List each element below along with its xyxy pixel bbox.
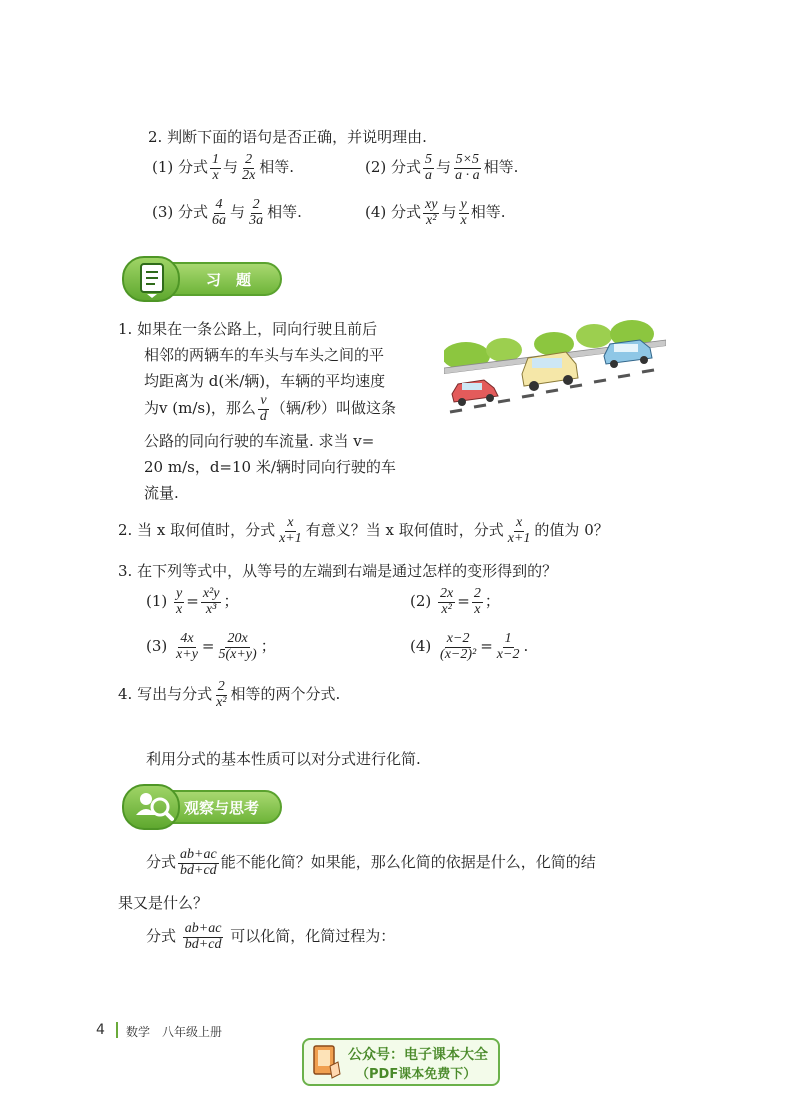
fraction: $\frac{x}{x+1}$: [279, 515, 302, 546]
ex3-header: 3. 在下列等式中，从等号的左端到右端是通过怎样的变形得到的？: [118, 562, 558, 580]
q2-item-1: (1) 分式 $\frac{1}{x}$ 与 $\frac{2}{2x}$ 相等.: [152, 152, 295, 183]
road-cars-illustration: [444, 316, 666, 428]
footer-divider: [116, 1022, 118, 1038]
fraction: $\frac{5}{a}$: [425, 152, 433, 183]
watermark-box: [302, 1038, 500, 1086]
fraction: $\frac{4x}{x+y}$: [176, 631, 198, 662]
fraction: $\frac{v}{d}$: [259, 393, 267, 424]
ex2: 2. 当 x 取何值时，分式 $\frac{x}{x+1}$ 有意义？当 x 取何值时，分式 $\frac{x}{x+1}$ 的值为 0？: [118, 515, 609, 546]
fraction: $\frac{2}{2x}$: [242, 152, 256, 183]
fraction: $\frac{y}{x}$: [176, 586, 183, 617]
book-phone-icon: [310, 1044, 342, 1080]
q2-item-2: (2) 分式 $\frac{5}{a}$ 与 $\frac{5\times 5}{a \cdot a}$ 相等.: [365, 152, 519, 183]
observe-paragraph-1-line2: 果又是什么？: [118, 894, 209, 912]
ex1-text: 1. 如果在一条公路上，同向行驶且前后 相邻的两辆车的车头与车头之间的平 均距离为 d(米/辆)，车辆的平均速度 为v (m/s)，那么 $\frac{v}{d}$ （辆/秒）叫做这条 公路的同向行驶的车流量. 求当 v= 20 m/s，d=10 米/辆时同向行驶的车 流量.: [118, 320, 396, 502]
fraction: $\frac{2}{x}$: [473, 586, 481, 617]
fraction: $\frac{xy}{\text{x²}}$: [425, 197, 438, 228]
fraction: $\frac{1}{x}$: [212, 152, 220, 183]
fraction: $\frac{20x}{5(x+y)}$: [218, 631, 257, 662]
ex3-item-4: (4) $\frac{x-2}{\text{(x−2)²}}$ = $\frac{1}{x-2}$ .: [410, 631, 529, 662]
simplify-text: 利用分式的基本性质可以对分式进行化简.: [146, 750, 421, 768]
ex3-item-2: (2) $\frac{2x}{\text{x²}}$ = $\frac{2}{x}$ ；: [410, 586, 500, 617]
observe-paragraph-1: 分式 $\frac{ab+ac}{bd+cd}$ 能不能化简？如果能，那么化简的依据是什么，化简的结: [146, 847, 596, 878]
observe-paragraph-2: 分式 $\frac{ab+ac}{bd+cd}$ 可以化简，化简过程为：: [146, 921, 396, 952]
notepad-icon: [138, 261, 166, 299]
fraction: $\frac{2}{3a}$: [249, 197, 264, 228]
watermark-line1: 公众号：电子课本大全: [348, 1047, 488, 1063]
fraction: $\frac{1}{x-2}$: [496, 631, 520, 662]
q2-item-3: (3) 分式 $\frac{4}{6a}$ 与 $\frac{2}{3a}$ 相等.: [152, 197, 302, 228]
watermark-line2: （PDF课本免费下）: [356, 1067, 477, 1082]
fraction: $\frac{x}{x+1}$: [507, 515, 531, 546]
book-title: 数学 八年级上册: [126, 1025, 223, 1039]
fraction: $\frac{y}{x}$: [460, 197, 467, 228]
fraction: $\frac{5\times 5}{a \cdot a}$: [455, 152, 480, 183]
ex4: 4. 写出与分式 $\frac{2}{\text{x²}}$ 相等的两个分式.: [118, 679, 341, 710]
ex3-item-3: (3) $\frac{4x}{x+y}$ = $\frac{20x}{5(x+y)}$ ；: [146, 631, 276, 662]
ex3-item-1: (1) $\frac{y}{x}$ = $\frac{\text{x²y}}{\text{x³}}$ ；: [146, 586, 239, 617]
fraction: $\frac{ab+ac}{bd+cd}$: [180, 847, 217, 878]
fraction: $\frac{2x}{\text{x²}}$: [440, 586, 454, 617]
fraction: $\frac{\text{x²y}}{\text{x³}}$: [202, 586, 220, 617]
page-number: 4: [96, 1022, 105, 1038]
q2-header: 2. 判断下面的语句是否正确，并说明理由.: [148, 128, 427, 146]
fraction: $\frac{ab+ac}{bd+cd}$: [184, 921, 222, 952]
fraction: $\frac{4}{6a}$: [212, 197, 227, 228]
fraction: $\frac{2}{\text{x²}}$: [216, 679, 227, 710]
magnifier-people-icon: [134, 787, 174, 827]
q2-item-4: (4) 分式 $\frac{xy}{\text{x²}}$ 与 $\frac{y}{x}$ 相等.: [365, 197, 506, 228]
fraction: $\frac{x-2}{\text{(x−2)²}}$: [440, 631, 477, 662]
